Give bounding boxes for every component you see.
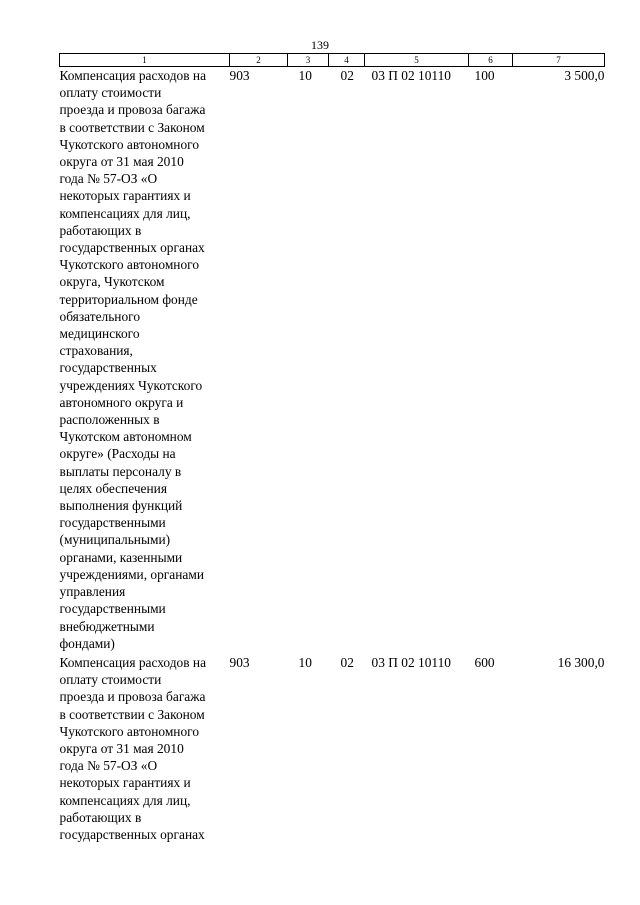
- budget-table: [59, 53, 605, 843]
- description-line: выплаты персоналу в: [59, 463, 182, 479]
- description-line: государственных: [59, 360, 157, 376]
- description-line: государственных органах: [59, 240, 205, 256]
- ministry-code: 903: [229, 68, 250, 83]
- column-header-3: 3: [288, 54, 329, 67]
- description-line: работающих в: [59, 222, 142, 238]
- section-code: 10: [298, 68, 312, 83]
- description-line: округа от 31 мая 2010: [59, 740, 184, 756]
- description-line: оплату стоимости: [59, 85, 162, 101]
- description-line: года № 57-ОЗ «О: [59, 758, 158, 774]
- table-body: [60, 67, 605, 844]
- description-line: целях обеспечения: [59, 480, 167, 496]
- section-code: 10: [298, 654, 312, 670]
- description-line: государственными: [59, 515, 166, 531]
- description-line: государственными: [59, 601, 166, 617]
- column-header-2: 2: [230, 54, 288, 67]
- description-line: государственных органах: [59, 826, 205, 842]
- description-line: Компенсация расходов на: [59, 654, 207, 670]
- amount: 3 500,0: [564, 68, 605, 83]
- description-line: Чукотского автономного: [59, 257, 200, 273]
- table-row: [60, 652, 605, 843]
- description-line: Компенсация расходов на: [59, 68, 207, 83]
- description-line: территориальном фонде: [59, 291, 198, 307]
- description-line: обязательного: [59, 308, 141, 324]
- description-line: округа от 31 мая 2010: [59, 154, 184, 170]
- column-header-7: 7: [513, 54, 605, 67]
- description-line: работающих в: [59, 809, 142, 825]
- amount: 16 300,0: [557, 654, 605, 670]
- description-line: Чукотского автономного: [59, 136, 200, 152]
- target-article-code: 03 П 02 10110: [371, 68, 451, 83]
- description-line: компенсациях для лиц,: [59, 205, 191, 221]
- description-line: проезда и провоза багажа: [59, 689, 206, 705]
- description-line: учреждениях Чукотского: [59, 377, 203, 393]
- row-description: [60, 652, 230, 843]
- expense-type-code: 100: [474, 68, 495, 83]
- description-line: года № 57-ОЗ «О: [59, 171, 158, 187]
- target-article-code: 03 П 02 10110: [371, 654, 451, 670]
- description-line: страхования,: [59, 343, 133, 359]
- column-header-4: 4: [329, 54, 365, 67]
- description-line: Чукотского автономного: [59, 723, 200, 739]
- description-line: компенсациях для лиц,: [59, 792, 191, 808]
- description-line: внебюджетными: [59, 618, 155, 634]
- description-line: органами, казенными: [59, 549, 183, 565]
- subsection-code: 02: [340, 654, 354, 670]
- subsection-code: 02: [340, 68, 354, 83]
- description-line: округе» (Расходы на: [59, 446, 176, 462]
- description-line: фондами): [59, 635, 115, 651]
- description-line: медицинского: [59, 326, 140, 342]
- description-line: выполнения функций: [59, 498, 183, 514]
- table-row: [60, 67, 605, 652]
- description-line: автономного округа и: [59, 394, 184, 410]
- column-header-1: 1: [60, 54, 230, 67]
- column-number-header: [60, 54, 605, 67]
- description-line: проезда и провоза багажа: [59, 102, 206, 118]
- description-line: (муниципальными): [59, 532, 171, 548]
- description-line: округа, Чукотском: [59, 274, 165, 290]
- description-line: некоторых гарантиях и: [59, 188, 191, 204]
- description-line: в соответствии с Законом: [59, 119, 205, 135]
- expense-type-code: 600: [474, 654, 495, 670]
- row-description: [60, 67, 230, 652]
- page-number: 139: [311, 38, 329, 52]
- ministry-code: 903: [229, 654, 250, 670]
- description-line: некоторых гарантиях и: [59, 775, 191, 791]
- column-header-5: 5: [365, 54, 469, 67]
- column-header-6: 6: [469, 54, 513, 67]
- description-line: в соответствии с Законом: [59, 706, 205, 722]
- description-line: Чукотском автономном: [59, 429, 192, 445]
- description-line: оплату стоимости: [59, 672, 162, 688]
- description-line: управления: [59, 584, 126, 600]
- description-line: расположенных в: [59, 412, 160, 428]
- description-line: учреждениями, органами: [59, 566, 204, 582]
